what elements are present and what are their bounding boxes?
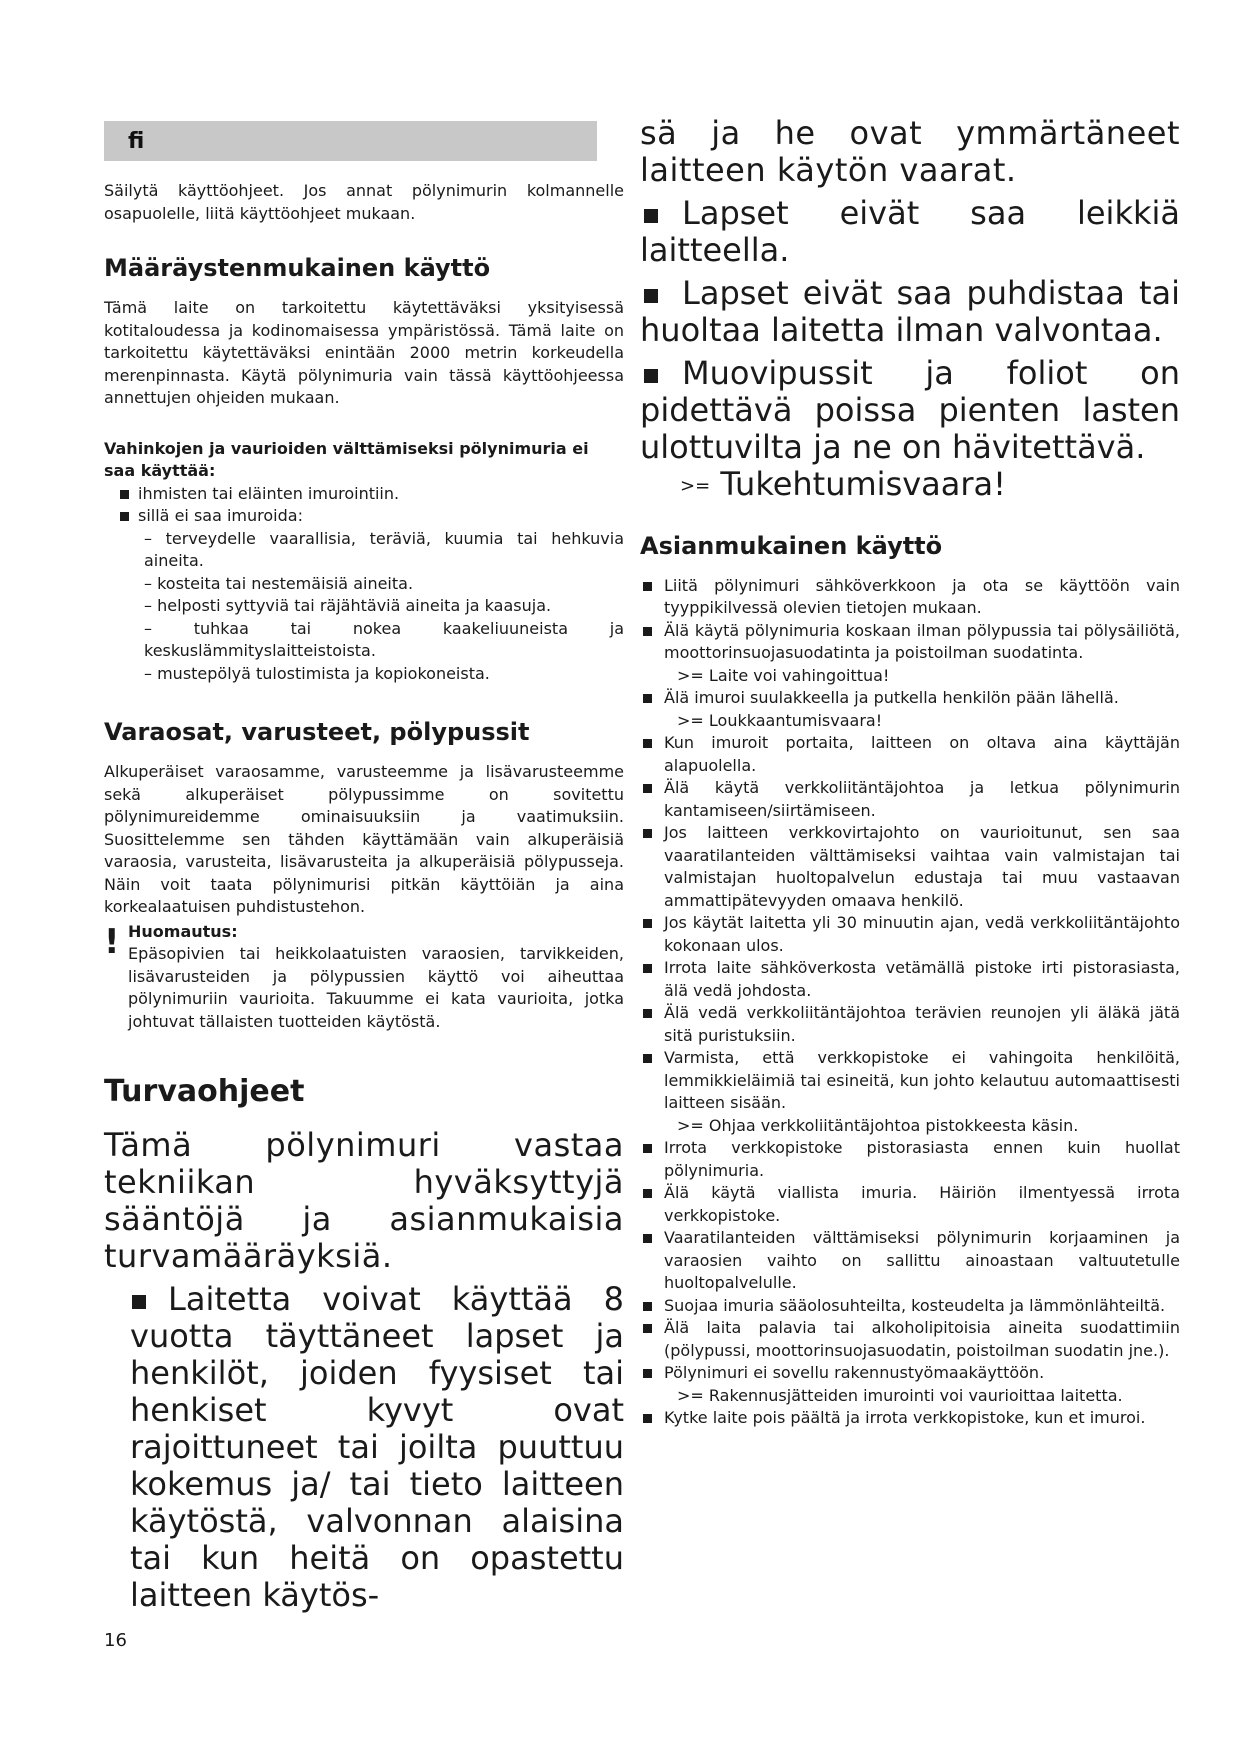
note-box [104,921,624,1034]
proper-use-item: Liitä pölynimuri sähköverkkoon ja ota se käyttöön vain tyyppikilvessä olevien tietojen mukaan. [640,575,1180,620]
proper-use-item: Älä vedä verkkoliitäntäjohtoa terävien reunojen yli äläkä jätä sitä puristuksiin. [640,1002,1180,1047]
intro-text: Säilytä käyttöohjeet. Jos annat pölynimurin kolmannelle osapuolelle, liitä käyttöohjeet mukaan. [104,181,624,223]
arrow-icon: >= [680,475,711,497]
page-number: 16 [104,1630,127,1651]
proper-use-consequence: >= Laite voi vahingoittua! [677,665,890,685]
damage-dash-item: – tuhkaa tai nokea kaakeliuuneista ja keskuslämmityslaitteistoista. [144,618,624,660]
safety-big-bullet-text: Lapset eivät saa puhdistaa tai huoltaa laitetta ilman valvontaa. [640,274,1180,349]
safety-big-bullet [640,355,1180,466]
section-title-proper-use: Asianmukainen käyttö [640,531,943,560]
left-column [104,180,624,1614]
safety-big-bullet-text: Laitetta voivat käyttää 8 vuotta täyttäneet lapset ja henkilöt, joiden fyysiset tai henkiset kyvyt ovat rajoittuneet tai joilta puuttuu kokemus ja/ tai tieto laitteen käytöstä, valvonnan alaisina tai kun heitä on opastettu laitteen käytös- [130,1280,624,1614]
proper-use-item: Vaaratilanteiden välttämiseksi pölynimurin korjaaminen ja varaosien vaihto on sallittu ainoastaan valtuutetulle huoltopalvelulle. [640,1227,1180,1295]
damage-bullet: ihmisten tai eläinten imurointiin. [104,483,624,506]
proper-use-item: Pölynimuri ei sovellu rakennustyömaakäyttöön. [640,1362,1180,1385]
safety-big-bullet [640,275,1180,349]
intended-use-body: Tämä laite on tarkoitettu käytettäväksi yksityisessä kotitaloudessa ja kodinomaisessa ympäristössä. Tämä laite on tarkoitettu käytettäväksi enintään 2000 metrin korkeudella merenpinnasta. Käytä pölynimuria vain tässä käyttöohjeessa annettujen ohjeiden mukaan. [104,298,624,407]
safety-continued: sä ja he ovat ymmärtäneet laitteen käytön vaarat. [640,114,1180,189]
exclamation-icon: ! [104,921,120,962]
note-title: Huomautus: [128,921,238,941]
proper-use-item: Suojaa imuria sääolosuhteilta, kosteudelta ja lämmönlähteiltä. [640,1295,1180,1318]
proper-use-item: Älä laita palavia tai alkoholipitoisia aineita suodattimiin (pölypussi, moottorinsuojasuodatin, poistoilman suodatin jne.). [640,1317,1180,1362]
section-title-intended-use: Määräystenmukainen käyttö [104,254,491,282]
safety-big-bullet [104,1281,624,1614]
damage-bullet: sillä ei saa imuroida: [104,505,624,528]
right-column [640,115,1180,1430]
proper-use-consequence: >= Loukkaantumisvaara! [677,710,883,730]
proper-use-item: Älä käytä pölynimuria koskaan ilman pölypussia tai pölysäiliötä, moottorinsuojasuodatinta ja poistoilman suodatinta. [640,620,1180,665]
proper-use-consequence: >= Ohjaa verkkoliitäntäjohtoa pistokkeesta käsin. [677,1115,1079,1135]
proper-use-item: Kun imuroit portaita, laitteen on oltava aina käyttäjän alapuolella. [640,732,1180,777]
spare-parts-body: Alkuperäiset varaosamme, varusteemme ja lisävarusteemme sekä alkuperäiset pölypussimme on sovitettu pölynimureidemme ominaisuuksiin ja vaatimuksiin. Suosittelemme sen tähden käyttämään vain alkuperäisiä varaosia, varusteita, lisävarusteita ja alkuperäisiä pölypusseja. Näin voit taata pölynimurisi pitkän käyttöiän ja aina korkealaatuisen puhdistustehon. [104,762,624,916]
safety-big-bullet-text: Muovipussit ja foliot on pidettävä poissa pienten lasten ulottuvilta ja ne on hävitettävä. [640,354,1180,466]
damage-dash-item: – terveydelle vaarallisia, teräviä, kuumia tai hehkuvia aineita. [144,528,624,570]
proper-use-item: Varmista, että verkkopistoke ei vahingoita henkilöitä, lemmikkieläimiä tai esineitä, kun johto kelautuu automaattisesti laitteen sisään. [640,1047,1180,1115]
damage-dash-item: – helposti syttyviä tai räjähtäviä aineita ja kaasuja. [144,596,552,615]
safety-big-bullet-text: Lapset eivät saa leikkiä laitteella. [640,194,1180,269]
proper-use-item: Irrota verkkopistoke pistorasiasta ennen kuin huollat pölynimuria. [640,1137,1180,1182]
damage-dash-item: – mustepölyä tulostimista ja kopiokoneista. [144,663,490,683]
proper-use-item: Jos käytät laitetta yli 30 minuutin ajan, vedä verkkoliitäntäjohto kokonaan ulos. [640,912,1180,957]
section-title-safety: Turvaohjeet [104,1074,305,1109]
suffocation-warning-text: Tukehtumisvaara! [720,465,1006,503]
proper-use-item: Irrota laite sähköverkosta vetämällä pistoke irti pistorasiasta, älä vedä johdosta. [640,957,1180,1002]
section-title-spare-parts: Varaosat, varusteet, pölypussit [104,718,530,746]
note-body: Epäsopivien tai heikkolaatuisten varaosien, tarvikkeiden, lisävarusteiden ja pölypussien käyttö voi aiheuttaa pölynimuriin vaurioita. Takuumme ei kata vaurioita, jotka johtuvat tällaisten tuotteiden käytöstä. [128,944,624,1031]
proper-use-item: Älä käytä viallista imuria. Häiriön ilmentyessä irrota verkkopistoke. [640,1182,1180,1227]
language-bar [104,121,597,161]
proper-use-item: Kytke laite pois päältä ja irrota verkkopistoke, kun et imuroi. [640,1407,1180,1430]
safety-intro: Tämä pölynimuri vastaa tekniikan hyväksyttyjä sääntöjä ja asianmukaisia turvamääräyksiä. [104,1126,624,1275]
damage-heading: Vahinkojen ja vaurioiden välttämiseksi pölynimuria ei saa käyttää: [104,438,589,480]
proper-use-item: Älä käytä verkkoliitäntäjohtoa ja letkua pölynimurin kantamiseen/siirtämiseen. [640,777,1180,822]
proper-use-item: Älä imuroi suulakkeella ja putkella henkilön pään lähellä. [640,687,1180,710]
damage-dash-item: – kosteita tai nestemäisiä aineita. [144,573,414,593]
proper-use-consequence: >= Rakennusjätteiden imurointi voi vaurioittaa laitetta. [677,1385,1123,1405]
language-code: fi [128,129,145,154]
suffocation-warning [640,466,1180,505]
safety-big-bullet [640,195,1180,269]
proper-use-item: Jos laitteen verkkovirtajohto on vaurioitunut, sen saa vaaratilanteiden välttämiseksi vaihtaa vain valmistajan tai valmistajan huoltopalvelun edustaja tai muu vastaavan ammattipätevyyden omaava henkilö. [640,822,1180,912]
proper-use-list [640,575,1180,1430]
